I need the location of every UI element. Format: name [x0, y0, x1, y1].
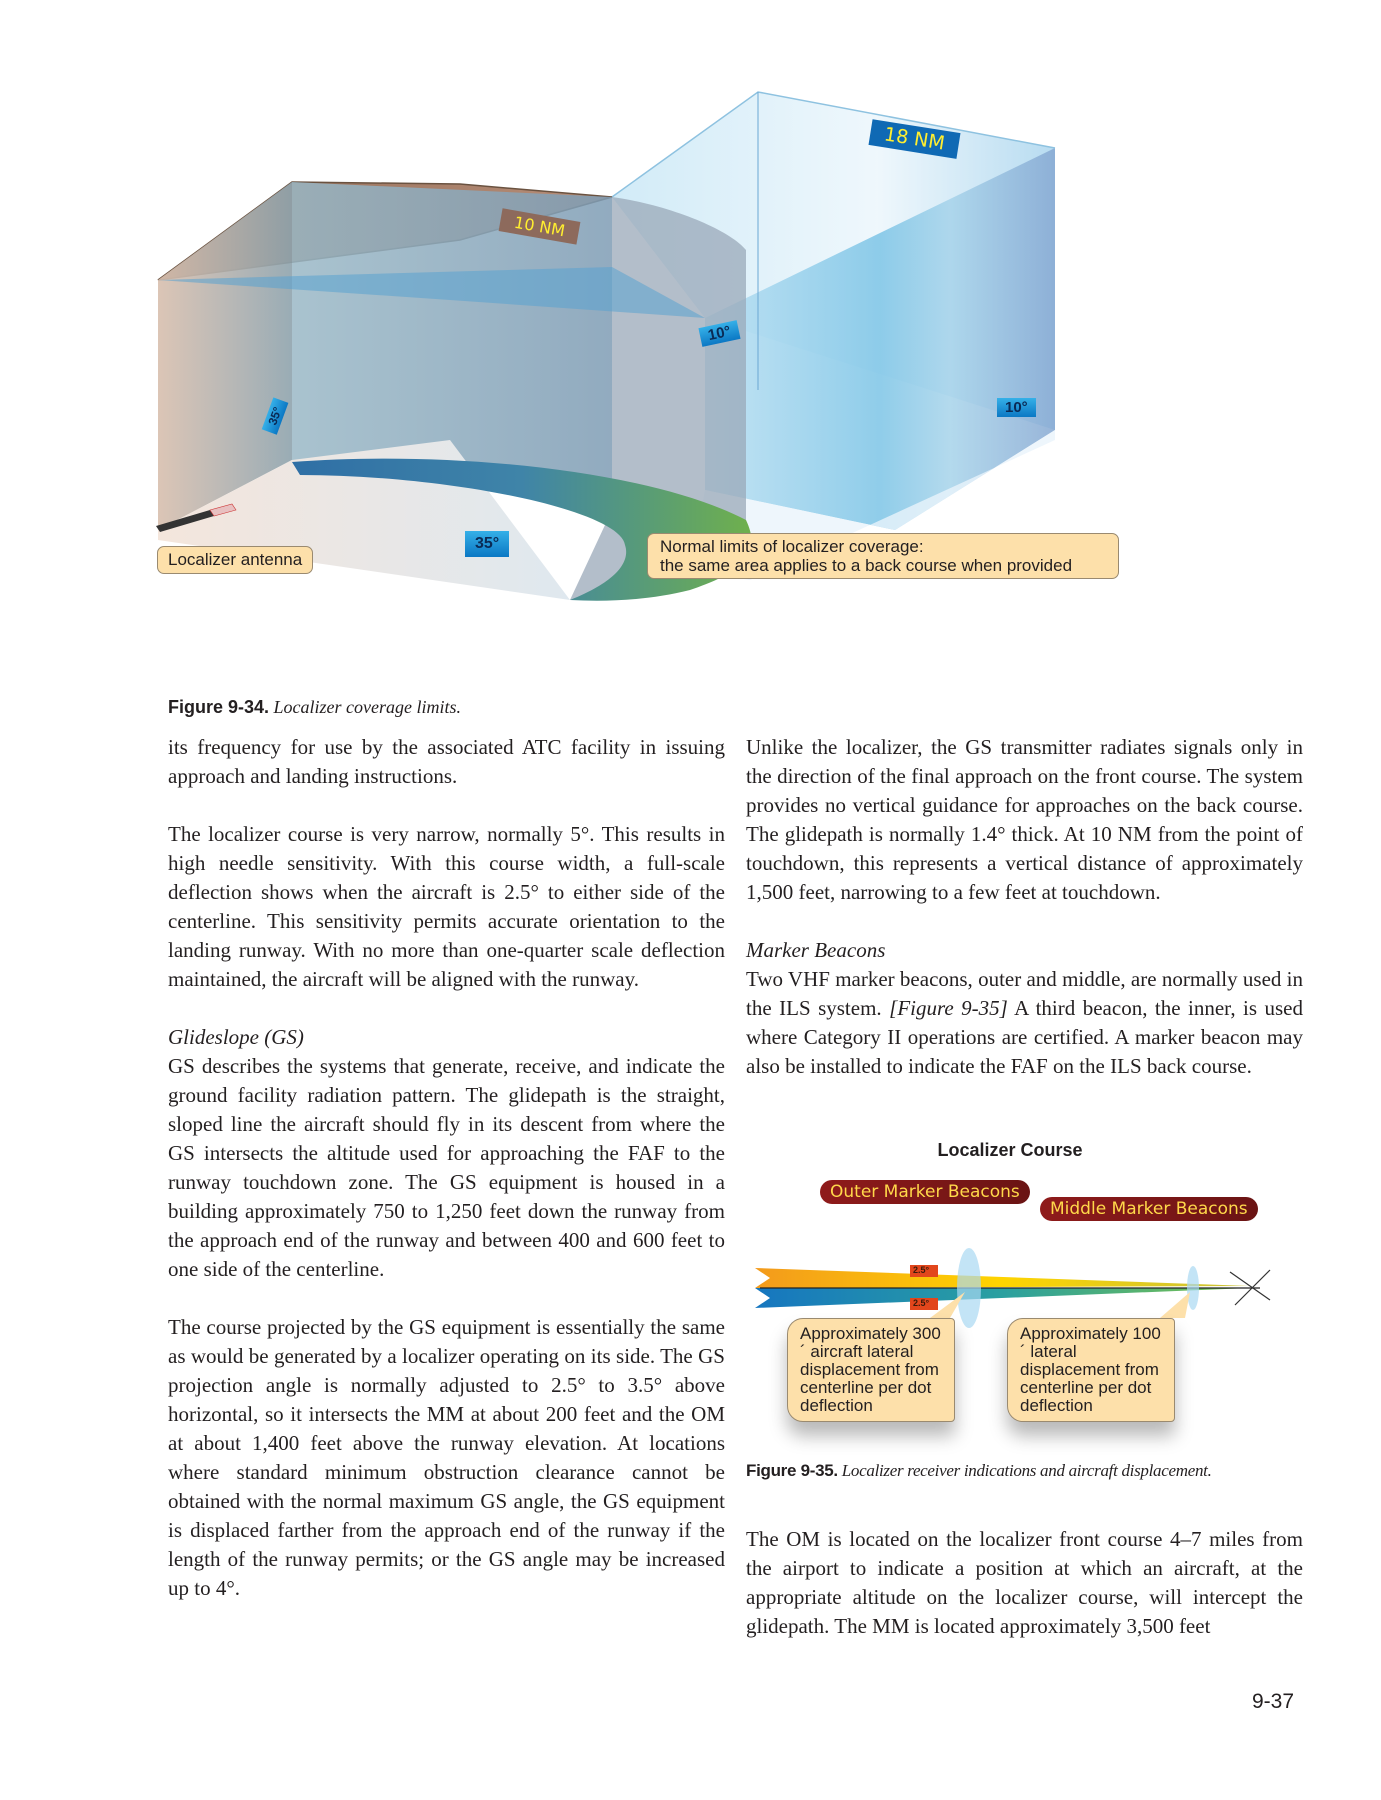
- range-18nm-label: 18 NM: [869, 119, 961, 159]
- coverage-diagram: [150, 90, 1260, 680]
- sector-angle-bottom-label: 35°: [465, 531, 509, 557]
- p2-before: Two VHF marker beacons, outer and middle, are normally used in the ILS system.: [746, 967, 1303, 1020]
- figure-9-35-reference: [Figure 9-35]: [889, 996, 1008, 1020]
- right-paragraph-2: [746, 965, 1303, 1081]
- right-column-top: [746, 733, 1303, 1081]
- outer-marker-label: Outer Marker Beacons: [820, 1180, 1030, 1204]
- localizer-antenna-label: Localizer antenna: [168, 550, 303, 569]
- outer-marker-callout: Approximately 300´ aircraft lateral displacement from centerline per dot deflection: [787, 1318, 955, 1422]
- coverage-callout-line1: Normal limits of localizer coverage:: [660, 537, 924, 556]
- figure-35-caption: [746, 1461, 1212, 1481]
- coverage-limits-callout: [647, 533, 1119, 579]
- figure-marker-beacons: [740, 1140, 1310, 1440]
- left-paragraph-2: The localizer course is very narrow, normally 5°. This results in high needle sensitivity. With this course width, a full-scale deflection shows when the aircraft is 2.5° to either side of the centerline. This sensitivity permits accurate orientation to the landing runway. With no more than one-quarter scale deflection maintained, the aircraft will be aligned with the runway.: [168, 822, 725, 991]
- p2-after: A third beacon, the inner, is used where Category II operations are certified. A marker beacon may also be installed to indicate the FAF on the ILS back course.: [746, 996, 1304, 1078]
- sector-angle-left-label: 35°: [262, 397, 289, 435]
- left-paragraph-4: The course projected by the GS equipment is essentially the same as would be generated by a localizer operating on its side. The GS projection angle is normally adjusted to 2.5° to 3.5° above horizontal, so it intersects the MM at about 200 feet and the OM at about 1,400 feet above the runway elevation. At locations where standard minimum obstruction clearance cannot be obtained with the normal maximum GS angle, the GS equipment is displaced farther from the approach end of the runway if the length of the runway permits; or the GS angle may be increased up to 4°.: [168, 1315, 725, 1600]
- figure-34-title: Localizer coverage limits.: [273, 697, 462, 717]
- middle-marker-label: Middle Marker Beacons: [1040, 1197, 1258, 1221]
- vertical-angle-right-label: 10°: [997, 398, 1036, 417]
- vertical-angle-mid-label: 10°: [698, 320, 740, 347]
- coverage-callout-line2: the same area applies to a back course when provided: [660, 556, 1073, 575]
- figure-35-title: Localizer receiver indications and aircraft displacement.: [841, 1461, 1212, 1480]
- right-paragraph-3: The OM is located on the localizer front course 4–7 miles from the airport to indicate a position at which an aircraft, at the appropriate altitude on the localizer course, will intercept the glidepath. The MM is located approximately 3,500 feet: [746, 1527, 1303, 1638]
- left-paragraph-1: its frequency for use by the associated ATC facility in issuing approach and landing instructions.: [168, 735, 725, 788]
- figure-35-label: Figure 9-35.: [746, 1461, 838, 1480]
- page-number: 9-37: [1252, 1690, 1295, 1713]
- glideslope-heading: Glideslope (GS): [168, 1025, 304, 1049]
- angle-upper-label: 2.5°: [913, 1265, 930, 1275]
- range-10nm-label: 10 NM: [499, 208, 581, 244]
- right-paragraph-1: Unlike the localizer, the GS transmitter radiates signals only in the direction of the final approach on the front course. The system provides no vertical guidance for approaches on the back course. The glidepath is normally 1.4° thick. At 10 NM from the point of touchdown, this represents a vertical distance of approximately 1,500 feet, narrowing to a few feet at touchdown.: [746, 735, 1303, 904]
- figure-34-label: Figure 9-34.: [168, 697, 270, 717]
- angle-lower-label: 2.5°: [913, 1298, 930, 1308]
- figure-localizer-coverage: [150, 90, 1260, 680]
- right-column-bottom: [746, 1525, 1303, 1641]
- left-paragraph-3: GS describes the systems that generate, receive, and indicate the ground facility radiation pattern. The glidepath is the straight, sloped line the aircraft should fly in its descent from where the GS intersects the altitude used for approaching the FAF to the runway touchdown zone. The GS equipment is housed in a building approximately 750 to 1,250 feet down the runway from the approach end of the runway and between 400 and 600 feet to one side of the centerline.: [168, 1054, 725, 1281]
- marker-beacons-heading: Marker Beacons: [746, 938, 886, 962]
- localizer-antenna-callout: [157, 546, 313, 574]
- localizer-course-title: Localizer Course: [937, 1140, 1083, 1160]
- figure-34-caption: [168, 697, 461, 718]
- middle-marker-callout: Approximately 100´ lateral displacement from centerline per dot deflection: [1007, 1318, 1175, 1422]
- left-column: [168, 733, 725, 1603]
